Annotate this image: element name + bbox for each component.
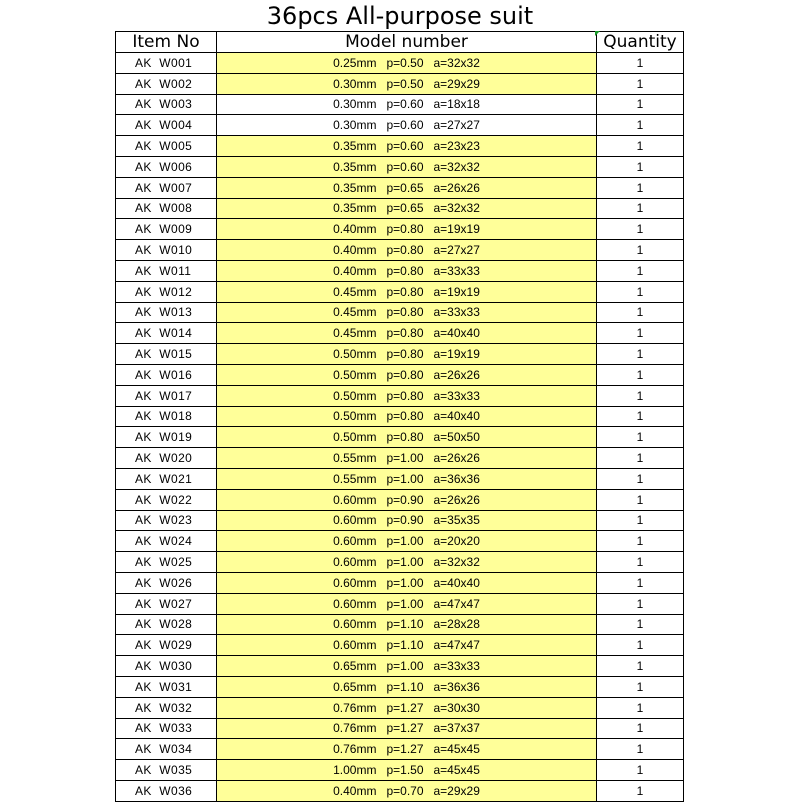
item-no-cell: AK W014	[116, 323, 217, 344]
item-no-cell: AK W013	[116, 302, 217, 323]
item-no-cell: AK W032	[116, 697, 217, 718]
model-number-cell: 0.30mm p=0.50 a=29x29	[217, 73, 597, 94]
model-number-cell: 0.35mm p=0.65 a=26x26	[217, 177, 597, 198]
model-number-cell: 0.60mm p=1.00 a=20x20	[217, 531, 597, 552]
model-number-cell: 0.50mm p=0.80 a=40x40	[217, 406, 597, 427]
table-row	[116, 780, 684, 801]
table-row	[116, 593, 684, 614]
item-no-cell: AK W009	[116, 219, 217, 240]
item-no-cell: AK W003	[116, 94, 217, 115]
model-number-cell: 0.40mm p=0.80 a=19x19	[217, 219, 597, 240]
model-number-cell: 0.60mm p=1.10 a=28x28	[217, 614, 597, 635]
quantity-cell: 1	[597, 697, 684, 718]
item-no-cell: AK W019	[116, 427, 217, 448]
quantity-cell: 1	[597, 427, 684, 448]
item-no-cell: AK W023	[116, 510, 217, 531]
model-number-cell: 0.35mm p=0.60 a=32x32	[217, 156, 597, 177]
quantity-cell: 1	[597, 73, 684, 94]
quantity-cell: 1	[597, 468, 684, 489]
model-number-cell: 0.60mm p=1.10 a=47x47	[217, 635, 597, 656]
page-title: 36pcs All-purpose suit	[266, 2, 534, 30]
table-row	[116, 614, 684, 635]
table-row	[116, 489, 684, 510]
table-row	[116, 572, 684, 593]
model-number-cell: 0.30mm p=0.60 a=27x27	[217, 115, 597, 136]
item-no-cell: AK W015	[116, 344, 217, 365]
quantity-cell: 1	[597, 739, 684, 760]
model-number-cell: 0.76mm p=1.27 a=30x30	[217, 697, 597, 718]
table-row	[116, 635, 684, 656]
quantity-cell: 1	[597, 156, 684, 177]
item-no-cell: AK W027	[116, 593, 217, 614]
model-number-cell: 0.40mm p=0.70 a=29x29	[217, 780, 597, 801]
model-number-cell: 0.60mm p=1.00 a=47x47	[217, 593, 597, 614]
item-no-cell: AK W028	[116, 614, 217, 635]
quantity-cell: 1	[597, 302, 684, 323]
table-row	[116, 676, 684, 697]
model-number-cell: 0.35mm p=0.60 a=23x23	[217, 136, 597, 157]
item-no-cell: AK W018	[116, 406, 217, 427]
item-no-cell: AK W036	[116, 780, 217, 801]
table-row	[116, 115, 684, 136]
quantity-cell: 1	[597, 260, 684, 281]
table-row	[116, 385, 684, 406]
quantity-cell: 1	[597, 593, 684, 614]
item-no-cell: AK W025	[116, 552, 217, 573]
header-item-no: Item No	[116, 32, 217, 53]
quantity-cell: 1	[597, 656, 684, 677]
quantity-cell: 1	[597, 364, 684, 385]
table-row	[116, 739, 684, 760]
item-no-cell: AK W030	[116, 656, 217, 677]
table-row	[116, 344, 684, 365]
item-no-cell: AK W034	[116, 739, 217, 760]
item-no-cell: AK W020	[116, 448, 217, 469]
model-number-cell: 0.40mm p=0.80 a=33x33	[217, 260, 597, 281]
quantity-cell: 1	[597, 240, 684, 261]
item-no-cell: AK W021	[116, 468, 217, 489]
table-row	[116, 198, 684, 219]
item-no-cell: AK W026	[116, 572, 217, 593]
table-row	[116, 427, 684, 448]
item-no-cell: AK W010	[116, 240, 217, 261]
quantity-cell: 1	[597, 53, 684, 74]
header-quantity: Quantity	[597, 32, 684, 53]
model-number-cell: 1.00mm p=1.50 a=45x45	[217, 760, 597, 781]
table-row	[116, 302, 684, 323]
item-no-cell: AK W002	[116, 73, 217, 94]
model-number-cell: 0.30mm p=0.60 a=18x18	[217, 94, 597, 115]
quantity-cell: 1	[597, 198, 684, 219]
header-model-number: Model number	[217, 32, 597, 53]
quantity-cell: 1	[597, 177, 684, 198]
table-row	[116, 177, 684, 198]
quantity-cell: 1	[597, 94, 684, 115]
model-table	[115, 31, 684, 802]
table-row	[116, 94, 684, 115]
quantity-cell: 1	[597, 489, 684, 510]
table-row	[116, 73, 684, 94]
model-number-cell: 0.60mm p=1.00 a=32x32	[217, 552, 597, 573]
quantity-cell: 1	[597, 760, 684, 781]
table-row	[116, 510, 684, 531]
item-no-cell: AK W033	[116, 718, 217, 739]
model-number-cell: 0.35mm p=0.65 a=32x32	[217, 198, 597, 219]
table-row	[116, 240, 684, 261]
table-row	[116, 364, 684, 385]
table-row	[116, 760, 684, 781]
quantity-cell: 1	[597, 552, 684, 573]
table-row	[116, 156, 684, 177]
item-no-cell: AK W029	[116, 635, 217, 656]
item-no-cell: AK W007	[116, 177, 217, 198]
model-number-cell: 0.45mm p=0.80 a=19x19	[217, 281, 597, 302]
table-row	[116, 53, 684, 74]
quantity-cell: 1	[597, 281, 684, 302]
table-row	[116, 468, 684, 489]
quantity-cell: 1	[597, 614, 684, 635]
item-no-cell: AK W031	[116, 676, 217, 697]
quantity-cell: 1	[597, 136, 684, 157]
table-row	[116, 406, 684, 427]
model-number-cell: 0.45mm p=0.80 a=33x33	[217, 302, 597, 323]
quantity-cell: 1	[597, 219, 684, 240]
model-number-cell: 0.76mm p=1.27 a=45x45	[217, 739, 597, 760]
model-number-cell: 0.40mm p=0.80 a=27x27	[217, 240, 597, 261]
item-no-cell: AK W024	[116, 531, 217, 552]
quantity-cell: 1	[597, 115, 684, 136]
table-row	[116, 281, 684, 302]
item-no-cell: AK W016	[116, 364, 217, 385]
model-number-cell: 0.76mm p=1.27 a=37x37	[217, 718, 597, 739]
quantity-cell: 1	[597, 531, 684, 552]
model-number-cell: 0.50mm p=0.80 a=26x26	[217, 364, 597, 385]
cell-comment-marker	[595, 31, 600, 36]
table-row	[116, 552, 684, 573]
model-number-cell: 0.55mm p=1.00 a=26x26	[217, 448, 597, 469]
table-body	[116, 53, 684, 802]
item-no-cell: AK W035	[116, 760, 217, 781]
item-no-cell: AK W005	[116, 136, 217, 157]
model-number-cell: 0.60mm p=0.90 a=26x26	[217, 489, 597, 510]
quantity-cell: 1	[597, 406, 684, 427]
model-number-cell: 0.65mm p=1.00 a=33x33	[217, 656, 597, 677]
model-number-cell: 0.45mm p=0.80 a=40x40	[217, 323, 597, 344]
item-no-cell: AK W001	[116, 53, 217, 74]
model-number-cell: 0.50mm p=0.80 a=33x33	[217, 385, 597, 406]
table-row	[116, 136, 684, 157]
quantity-cell: 1	[597, 323, 684, 344]
quantity-cell: 1	[597, 780, 684, 801]
table-row	[116, 323, 684, 344]
model-number-cell: 0.60mm p=0.90 a=35x35	[217, 510, 597, 531]
model-number-cell: 0.50mm p=0.80 a=19x19	[217, 344, 597, 365]
quantity-cell: 1	[597, 572, 684, 593]
table-row	[116, 656, 684, 677]
item-no-cell: AK W017	[116, 385, 217, 406]
quantity-cell: 1	[597, 635, 684, 656]
item-no-cell: AK W004	[116, 115, 217, 136]
model-number-cell: 0.25mm p=0.50 a=32x32	[217, 53, 597, 74]
item-no-cell: AK W011	[116, 260, 217, 281]
model-number-cell: 0.65mm p=1.10 a=36x36	[217, 676, 597, 697]
model-number-cell: 0.60mm p=1.00 a=40x40	[217, 572, 597, 593]
table-row	[116, 448, 684, 469]
item-no-cell: AK W022	[116, 489, 217, 510]
quantity-cell: 1	[597, 385, 684, 406]
quantity-cell: 1	[597, 718, 684, 739]
item-no-cell: AK W008	[116, 198, 217, 219]
quantity-cell: 1	[597, 448, 684, 469]
table-row	[116, 531, 684, 552]
table-row	[116, 718, 684, 739]
quantity-cell: 1	[597, 676, 684, 697]
item-no-cell: AK W006	[116, 156, 217, 177]
table-row	[116, 260, 684, 281]
quantity-cell: 1	[597, 344, 684, 365]
table-row	[116, 697, 684, 718]
model-number-cell: 0.55mm p=1.00 a=36x36	[217, 468, 597, 489]
item-no-cell: AK W012	[116, 281, 217, 302]
quantity-cell: 1	[597, 510, 684, 531]
table-row	[116, 219, 684, 240]
model-number-cell: 0.50mm p=0.80 a=50x50	[217, 427, 597, 448]
